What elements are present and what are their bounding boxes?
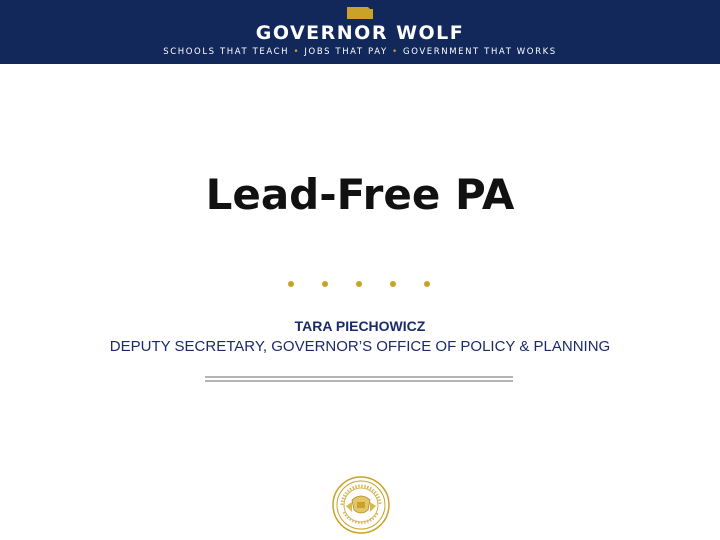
tagline-separator: • xyxy=(392,47,399,57)
dot-2 xyxy=(322,281,328,287)
dot-1 xyxy=(288,281,294,287)
tagline-part-jobs: JOBS THAT PAY xyxy=(304,47,388,57)
dot-3 xyxy=(356,281,362,287)
decorative-dots xyxy=(288,281,438,289)
tagline-part-schools: SCHOOLS THAT TEACH xyxy=(163,47,290,57)
brand-wordmark: GOVERNOR WOLF xyxy=(255,22,465,44)
tagline-part-government: GOVERNMENT THAT WORKS xyxy=(403,47,557,57)
dot-4 xyxy=(390,281,396,287)
tagline xyxy=(0,47,720,57)
divider-rule-bottom xyxy=(205,380,513,382)
divider-rule-top xyxy=(205,376,513,378)
presenter-name: TARA PIECHOWICZ xyxy=(294,318,426,334)
slide-title: Lead-Free PA xyxy=(205,170,515,219)
dot-5 xyxy=(424,281,430,287)
tagline-separator: • xyxy=(293,47,301,57)
presenter-role: DEPUTY SECRETARY, GOVERNOR’S OFFICE OF POLICY & PLANNING xyxy=(109,338,611,355)
pennsylvania-state-icon xyxy=(346,6,374,20)
governor-seal-icon xyxy=(332,476,390,534)
header-band xyxy=(0,0,720,64)
